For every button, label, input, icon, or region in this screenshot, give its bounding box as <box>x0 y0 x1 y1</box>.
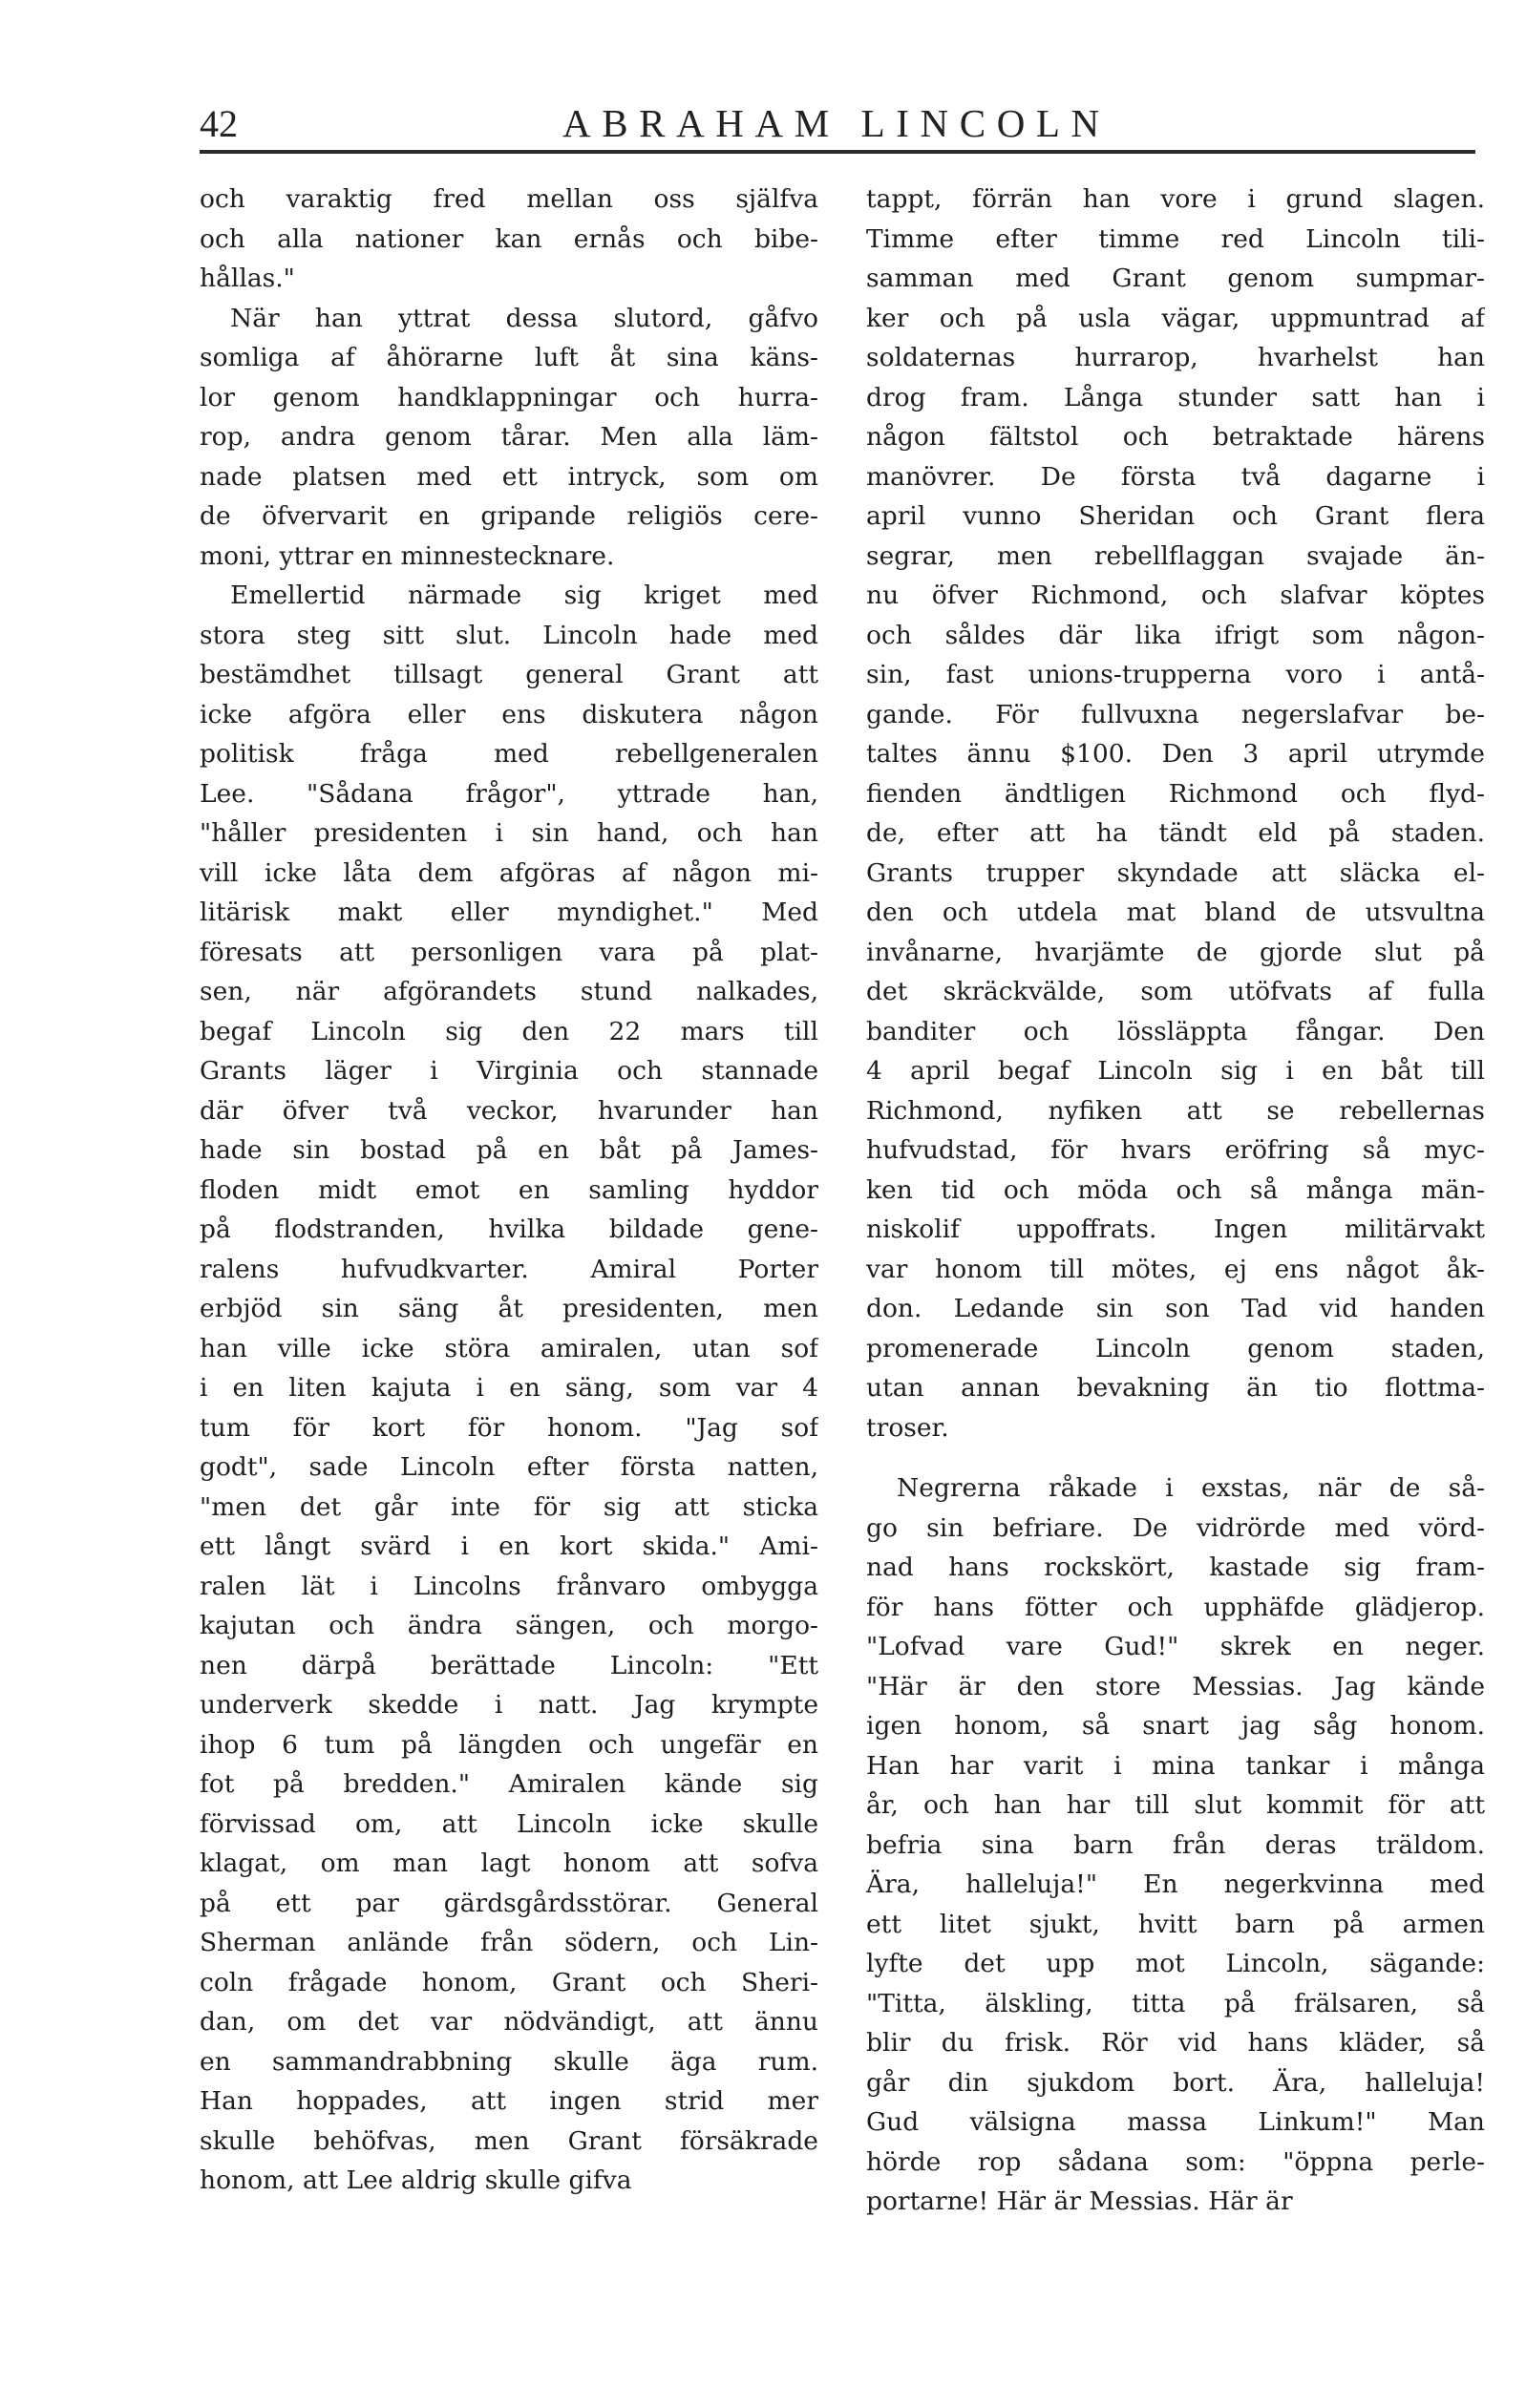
text-line: de, efter att ha tändt eld på staden. <box>866 818 1485 848</box>
text-line: någon fältstol och betraktade härens <box>866 422 1485 452</box>
text-line: nen därpå berättade Lincoln: "Ett <box>200 1650 818 1680</box>
text-line: kajutan och ändra sängen, och morgo- <box>200 1611 818 1640</box>
text-line: don. Ledande sin son Tad vid handen <box>866 1294 1485 1323</box>
text-line: "Här är den store Messias. Jag kände <box>866 1671 1485 1701</box>
text-line: erbjöd sin säng åt presidenten, men <box>200 1294 818 1323</box>
text-line: coln frågade honom, Grant och Sheri- <box>200 1967 818 1997</box>
text-line: skulle behöfvas, men Grant försäkrade <box>200 2125 818 2156</box>
text-line: icke afgöra eller ens diskutera någon <box>200 699 818 729</box>
text-line: april vunno Sheridan och Grant flera <box>866 501 1485 531</box>
text-line: Grants trupper skyndade att släcka el- <box>866 857 1485 888</box>
text-line: den och utdela mat bland de utsvultna <box>866 898 1485 927</box>
text-line: Negrerna råkade i exstas, när de så- <box>897 1473 1485 1503</box>
text-line: utan annan bevakning än tio flottma- <box>866 1373 1485 1403</box>
text-line: ihop 6 tum på längden och ungefär en <box>200 1729 818 1760</box>
text-line: soldaternas hurrarop, hvarhelst han <box>866 343 1485 372</box>
text-line: nade platsen med ett intryck, som om <box>200 461 818 492</box>
text-line: sin, fast unions-trupperna voro i antå- <box>866 660 1485 689</box>
text-line: ett långt svärd i en kort skida." Ami- <box>200 1531 818 1561</box>
text-line: tappt, förrän han vore i grund slagen. <box>866 184 1485 214</box>
text-line: och såldes där lika ifrigt som någon- <box>866 620 1485 650</box>
running-head: ABRAHAM LINCOLN <box>562 101 1111 145</box>
text-line: ker och på usla vägar, uppmuntrad af <box>866 303 1485 333</box>
text-line: ralens hufvudkvarter. Amiral Porter <box>200 1254 818 1284</box>
text-line: för hans fötter och upphäfde glädjerop. <box>866 1592 1485 1622</box>
text-line: Lee. "Sådana frågor", yttrade han, <box>200 778 818 809</box>
text-line: var honom till mötes, ej ens något åk- <box>866 1254 1485 1284</box>
text-line: klagat, om man lagt honom att sofva <box>200 1848 818 1878</box>
text-line: bestämdhet tillsagt general Grant att <box>200 660 818 689</box>
text-line: segrar, men rebellflaggan svajade än- <box>866 540 1485 571</box>
text-line: nu öfver Richmond, och slafvar köptes <box>866 581 1485 610</box>
page-number: 42 <box>200 102 238 145</box>
text-line: gande. För fullvuxna negerslafvar be- <box>866 699 1485 729</box>
text-line: troser. <box>866 1412 949 1443</box>
text-line: 4 april begaf Lincoln sig i en båt till <box>866 1056 1485 1086</box>
text-line: "Lofvad vare Gud!" skrek en neger. <box>866 1632 1485 1661</box>
text-line: honom, att Lee aldrig skulle gifva <box>200 2165 632 2195</box>
text-line: igen honom, så snart jag såg honom. <box>866 1711 1485 1741</box>
text-line: lyfte det upp mot Lincoln, sägande: <box>866 1949 1485 1978</box>
text-line: portarne! Här är Messias. Här är <box>866 2186 1293 2216</box>
text-line: sen, när afgörandets stund nalkades, <box>200 977 818 1006</box>
text-line: föresats att personligen vara på plat- <box>200 937 818 967</box>
text-line: och varaktig fred mellan oss själfva <box>200 184 818 214</box>
text-line: politisk fråga med rebellgeneralen <box>200 739 818 769</box>
text-line: lor genom handklappningar och hurra- <box>200 382 818 412</box>
text-line: Han hoppades, att ingen strid mer <box>200 2086 818 2116</box>
text-line: hållas." <box>200 264 295 293</box>
text-line: en sammandrabbning skulle äga rum. <box>200 2046 818 2077</box>
text-line: Grants läger i Virginia och stannade <box>200 1056 818 1086</box>
text-line: hade sin bostad på en båt på James- <box>200 1135 818 1165</box>
text-line: Han har varit i mina tankar i många <box>866 1750 1485 1781</box>
text-line: han ville icke störa amiralen, utan sof <box>200 1333 818 1363</box>
text-line: hörde rop sådana som: "öppna perle- <box>866 2146 1485 2177</box>
text-line: rop, andra genom tårar. Men alla läm- <box>200 422 818 452</box>
text-line: på ett par gärdsgårdsstörar. General <box>200 1888 818 1918</box>
text-line: litärisk makt eller myndighet." Med <box>200 898 818 927</box>
text-line: drog fram. Långa stunder satt han i <box>866 382 1485 412</box>
text-line: år, och han har till slut kommit för att <box>866 1790 1485 1820</box>
text-line: manövrer. De första två dagarne i <box>866 461 1485 492</box>
text-line: i en liten kajuta i en säng, som var 4 <box>200 1373 818 1403</box>
text-line: banditer och lössläppta fångar. Den <box>866 1016 1485 1046</box>
text-line: fot på bredden." Amiralen kände sig <box>200 1769 818 1799</box>
text-line: ken tid och möda och så många män- <box>866 1174 1485 1205</box>
text-line: promenerade Lincoln genom staden, <box>866 1333 1485 1363</box>
text-line: Richmond, nyfiken att se rebellernas <box>866 1095 1485 1126</box>
page-header <box>200 76 1475 143</box>
text-line: Emellertid närmade sig kriget med <box>230 581 818 610</box>
text-line: går din sjukdom bort. Ära, halleluja! <box>866 2067 1485 2098</box>
text-line: Timme efter timme red Lincoln tili- <box>866 223 1485 254</box>
text-line: och alla nationer kan ernås och bibe- <box>200 223 818 254</box>
text-line: floden midt emot en samling hyddor <box>200 1174 818 1205</box>
text-line: go sin befriare. De vidrörde med vörd- <box>866 1512 1485 1543</box>
text-line: Sherman anlände från södern, och Lin- <box>200 1928 818 1957</box>
header-rule <box>200 150 1475 154</box>
text-line: stora steg sitt slut. Lincoln hade med <box>200 620 818 650</box>
paragraph-gap <box>866 1447 1485 1468</box>
text-line: moni, yttrar en minnestecknare. <box>200 540 615 571</box>
left-column <box>200 180 818 2201</box>
text-line: godt", sade Lincoln efter första natten, <box>200 1452 818 1482</box>
text-line: "håller presidenten i sin hand, och han <box>200 818 818 848</box>
text-line: taltes ännu $100. Den 3 april utrymde <box>866 739 1485 769</box>
text-line: niskolif uppoffrats. Ingen militärvakt <box>866 1215 1485 1244</box>
text-line: hufvudstad, för hvars eröfring så myc- <box>866 1135 1485 1165</box>
text-line: "Titta, älskling, titta på frälsaren, så <box>866 1988 1485 2018</box>
text-line: ralen lät i Lincolns frånvaro ombygga <box>200 1571 818 1601</box>
text-line: invånarne, hvarjämte de gjorde slut på <box>866 937 1485 967</box>
text-line: blir du frisk. Rör vid hans kläder, så <box>866 2028 1485 2058</box>
text-line: samman med Grant genom sumpmar- <box>866 264 1485 293</box>
text-line: dan, om det var nödvändigt, att ännu <box>200 2007 818 2037</box>
text-line: befria sina barn från deras träldom. <box>866 1829 1485 1860</box>
text-line: fienden ändtligen Richmond och flyd- <box>866 778 1485 809</box>
text-line: tum för kort för honom. "Jag sof <box>200 1412 818 1443</box>
text-line: på flodstranden, hvilka bildade gene- <box>200 1215 818 1244</box>
text-line: förvissad om, att Lincoln icke skulle <box>200 1808 818 1839</box>
text-line: underverk skedde i natt. Jag krympte <box>200 1690 818 1720</box>
text-line: När han yttrat dessa slutord, gåfvo <box>230 303 818 333</box>
text-line: somliga af åhörarne luft åt sina käns- <box>200 343 818 372</box>
text-line: de öfvervarit en gripande religiös cere- <box>200 501 818 531</box>
text-line: "men det går inte för sig att sticka <box>200 1491 818 1522</box>
text-line: där öfver två veckor, hvarunder han <box>200 1095 818 1126</box>
right-column <box>866 180 1485 2222</box>
text-line: Ära, halleluja!" En negerkvinna med <box>866 1869 1485 1899</box>
text-line: nad hans rockskört, kastade sig fram- <box>866 1553 1485 1582</box>
text-line: det skräckvälde, som utöfvats af fulla <box>866 977 1485 1006</box>
text-line: begaf Lincoln sig den 22 mars till <box>200 1016 818 1046</box>
text-line: vill icke låta dem afgöras af någon mi- <box>200 857 818 888</box>
text-line: Gud välsigna massa Linkum!" Man <box>866 2107 1485 2137</box>
text-line: ett litet sjukt, hvitt barn på armen <box>866 1909 1485 1939</box>
